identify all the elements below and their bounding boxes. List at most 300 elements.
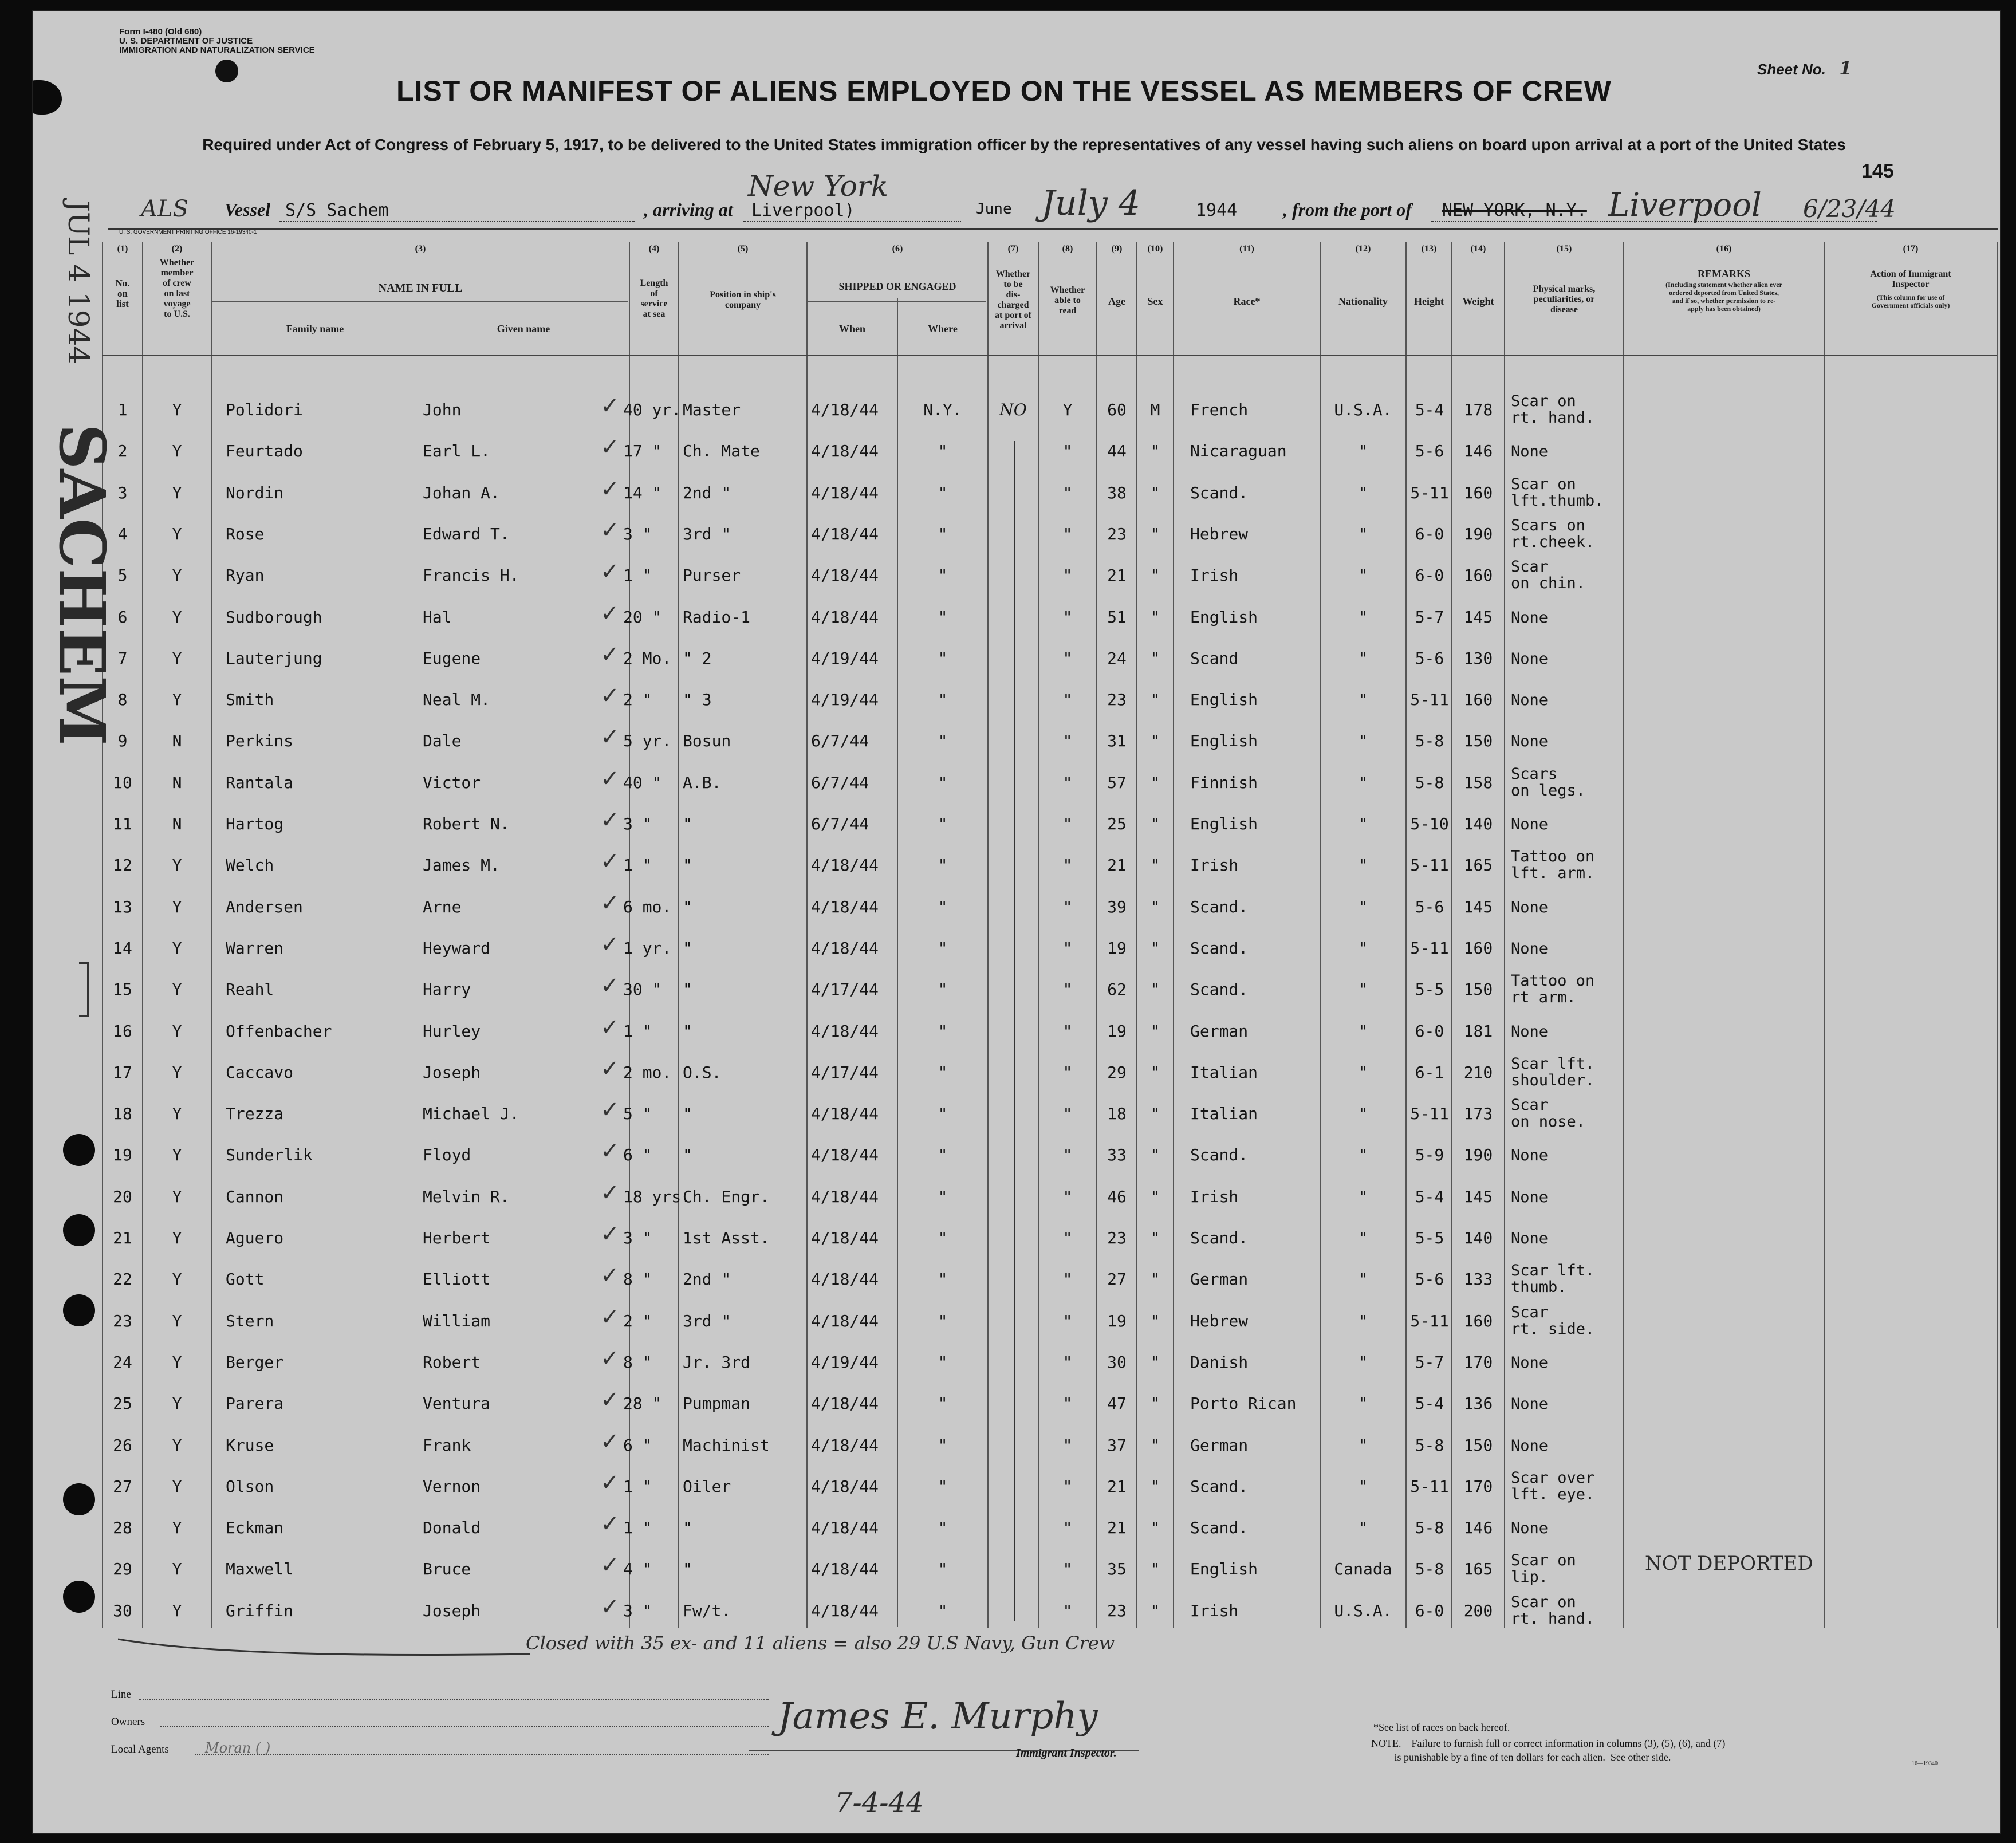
col-header-where: Where	[928, 323, 958, 334]
crew-cell-marks: Scar on nose.	[1511, 1096, 1586, 1131]
check-mark-icon: ✓	[600, 1345, 620, 1372]
crew-cell-when: 6/7/44	[811, 731, 869, 751]
crew-cell-when: 4/18/44	[811, 1228, 879, 1247]
crew-cell-position: 1st Asst.	[683, 1228, 770, 1247]
crew-cell-no: 9	[117, 731, 128, 751]
crew-cell-marks: None	[1511, 1519, 1549, 1538]
col-header-whether-member: Whether member of crew on last voyage to U.S.	[159, 258, 195, 319]
crew-cell-member: Y	[172, 690, 182, 710]
vessel-prefix: ALS	[141, 196, 188, 222]
crew-cell-sex: "	[1150, 1435, 1160, 1455]
crew-cell-no: 29	[113, 1560, 132, 1579]
crew-cell-weight: 158	[1463, 773, 1493, 792]
crew-cell-service: 1 "	[623, 566, 652, 585]
crew-cell-given: Bruce	[423, 1560, 471, 1579]
crew-cell-age: 31	[1107, 731, 1127, 751]
remark-not-deported: NOT DEPORTED	[1645, 1552, 1813, 1575]
crew-cell-no: 26	[113, 1435, 132, 1455]
check-mark-icon: ✓	[600, 517, 620, 544]
crew-row	[33, 1139, 2000, 1180]
crew-cell-family: Andersen	[226, 897, 303, 916]
crew-cell-read: "	[1062, 1601, 1073, 1620]
crew-cell-family: Offenbacher	[226, 1021, 332, 1041]
crew-cell-age: 33	[1107, 1145, 1127, 1165]
crew-cell-discharged: NO	[999, 400, 1027, 419]
crew-cell-service: 20 "	[623, 607, 662, 627]
crew-cell-family: Gott	[226, 1270, 265, 1289]
crew-cell-where: "	[938, 1104, 948, 1124]
crew-cell-member: Y	[172, 980, 182, 999]
check-mark-icon: ✓	[600, 765, 620, 792]
crew-cell-member: Y	[172, 1435, 182, 1455]
crew-cell-race: Scand.	[1190, 938, 1249, 958]
crew-cell-marks: None	[1511, 1436, 1549, 1455]
crew-cell-race: Porto Rican	[1190, 1394, 1297, 1413]
crew-cell-height: 5-6	[1415, 442, 1444, 461]
crew-cell-when: 4/18/44	[811, 1145, 879, 1165]
crew-cell-marks: Scar lft. shoulder.	[1511, 1054, 1595, 1089]
crew-cell-weight: 145	[1463, 897, 1493, 916]
crew-cell-weight: 190	[1463, 524, 1493, 544]
crew-cell-sex: "	[1150, 690, 1160, 710]
crew-cell-nationality: "	[1358, 442, 1368, 461]
crew-cell-no: 5	[117, 566, 128, 585]
crew-cell-nationality: "	[1358, 1270, 1368, 1289]
crew-cell-read: "	[1062, 814, 1073, 833]
col-header-length: Length of service at sea	[640, 278, 668, 319]
crew-cell-age: 19	[1107, 938, 1127, 958]
date-handwritten: July 4	[1041, 183, 1141, 223]
crew-row	[33, 1263, 2000, 1305]
crew-cell-no: 16	[113, 1021, 132, 1041]
crew-cell-when: 4/18/44	[811, 483, 879, 502]
crew-cell-age: 29	[1107, 1062, 1127, 1082]
crew-cell-read: Y	[1062, 400, 1073, 419]
crew-cell-height: 5-11	[1410, 690, 1449, 710]
crew-cell-where: "	[938, 731, 948, 751]
crew-cell-where: "	[938, 856, 948, 875]
crew-cell-given: Hal	[423, 607, 452, 627]
crew-cell-read: "	[1062, 1394, 1073, 1413]
crew-cell-race: French	[1190, 400, 1249, 419]
shipped-subrule	[808, 301, 986, 302]
crew-cell-given: Robert	[423, 1352, 481, 1372]
crew-cell-marks: Scar rt. side.	[1511, 1303, 1595, 1338]
crew-cell-where: "	[938, 897, 948, 916]
crew-cell-weight: 181	[1463, 1021, 1493, 1041]
crew-cell-position: Jr. 3rd	[683, 1352, 751, 1372]
crew-cell-nationality: "	[1358, 1311, 1368, 1330]
crew-cell-no: 14	[113, 938, 132, 958]
crew-cell-weight: 140	[1463, 814, 1493, 833]
col-header-sex: Sex	[1147, 296, 1163, 307]
crew-cell-service: 1 "	[623, 1476, 652, 1496]
check-mark-icon: ✓	[600, 641, 620, 668]
crew-cell-race: English	[1190, 690, 1258, 710]
crew-cell-member: Y	[172, 400, 182, 419]
crew-cell-given: Francis H.	[423, 566, 519, 585]
check-mark-icon: ✓	[600, 1304, 620, 1330]
crew-cell-nationality: "	[1358, 1476, 1368, 1496]
crew-cell-where: "	[938, 938, 948, 958]
crew-cell-race: English	[1190, 814, 1258, 833]
crew-cell-service: 8 "	[623, 1352, 652, 1372]
printing-office-line: U. S. GOVERNMENT PRINTING OFFICE 16-19340-1	[119, 229, 257, 235]
crew-cell-height: 6-0	[1415, 566, 1444, 585]
crew-cell-no: 3	[117, 483, 128, 502]
crew-cell-read: "	[1062, 1311, 1073, 1330]
crew-cell-position: Fw/t.	[683, 1601, 731, 1620]
crew-cell-no: 13	[113, 897, 132, 916]
inspector-label: Immigrant Inspector.	[1016, 1747, 1117, 1759]
arriving-handwritten: New York	[748, 170, 888, 203]
crew-cell-given: Dale	[423, 731, 462, 751]
crew-cell-read: "	[1062, 1518, 1073, 1538]
crew-row	[33, 891, 2000, 932]
crew-row	[33, 1512, 2000, 1553]
check-mark-icon: ✓	[600, 600, 620, 627]
crew-cell-position: "	[683, 897, 692, 916]
crew-cell-given: Herbert	[423, 1228, 491, 1247]
crew-cell-nationality: "	[1358, 1518, 1368, 1538]
manifest-sheet	[32, 10, 2001, 1834]
crew-cell-member: Y	[172, 938, 182, 958]
crew-row	[33, 1222, 2000, 1263]
colnum: (1)	[117, 244, 128, 254]
crew-cell-when: 4/18/44	[811, 442, 879, 461]
crew-cell-no: 7	[117, 648, 128, 668]
crew-cell-family: Welch	[226, 856, 274, 875]
crew-cell-when: 4/18/44	[811, 897, 879, 916]
crew-cell-race: Finnish	[1190, 773, 1258, 792]
crew-cell-marks: None	[1511, 1147, 1549, 1165]
crew-cell-when: 4/18/44	[811, 1518, 879, 1538]
crew-cell-given: Michael J.	[423, 1104, 519, 1124]
crew-cell-weight: 133	[1463, 1270, 1493, 1289]
crew-cell-family: Berger	[226, 1352, 284, 1372]
crew-cell-no: 15	[113, 980, 132, 999]
crew-cell-position: "	[683, 980, 692, 999]
crew-cell-weight: 150	[1463, 731, 1493, 751]
crew-cell-nationality: "	[1358, 1062, 1368, 1082]
crew-cell-position: Master	[683, 400, 741, 419]
crew-cell-no: 28	[113, 1518, 132, 1538]
crew-cell-marks: Scar over lft. eye.	[1511, 1468, 1595, 1503]
crew-cell-marks: None	[1511, 443, 1549, 461]
crew-cell-sex: "	[1150, 731, 1160, 751]
crew-row	[33, 1429, 2000, 1471]
crew-cell-sex: "	[1150, 980, 1160, 999]
crew-cell-family: Caccavo	[226, 1062, 294, 1082]
crew-cell-height: 5-7	[1415, 1352, 1444, 1372]
crew-cell-given: Elliott	[423, 1270, 491, 1289]
crew-cell-marks: Scars on legs.	[1511, 765, 1586, 800]
crew-cell-no: 18	[113, 1104, 132, 1124]
crew-cell-where: "	[938, 690, 948, 710]
crew-cell-marks: None	[1511, 608, 1549, 627]
check-mark-icon: ✓	[600, 1593, 620, 1620]
colnum: (7)	[1007, 244, 1019, 254]
line-label: Line	[111, 1688, 131, 1700]
crew-row	[33, 767, 2000, 808]
check-mark-icon: ✓	[600, 1179, 620, 1206]
crew-cell-nationality: "	[1358, 1352, 1368, 1372]
crew-cell-member: Y	[172, 648, 182, 668]
crew-cell-no: 8	[117, 690, 128, 710]
crew-cell-race: English	[1190, 607, 1258, 627]
crew-cell-member: Y	[172, 1187, 182, 1206]
crew-cell-member: Y	[172, 1104, 182, 1124]
crew-cell-age: 24	[1107, 648, 1127, 668]
crew-cell-family: Lauterjung	[226, 648, 322, 668]
crew-cell-position: 3rd "	[683, 1311, 731, 1330]
crew-cell-nationality: "	[1358, 897, 1368, 916]
crew-cell-height: 5-6	[1415, 1270, 1444, 1289]
crew-cell-sex: "	[1150, 1021, 1160, 1041]
crew-cell-service: 30 "	[623, 980, 662, 999]
crew-row	[33, 477, 2000, 518]
check-mark-icon: ✓	[600, 393, 620, 419]
crew-cell-member: Y	[172, 1394, 182, 1413]
crew-row	[33, 1468, 2000, 1512]
from-port-underline	[1431, 221, 1877, 222]
check-mark-icon: ✓	[600, 558, 620, 585]
crew-cell-weight: 210	[1463, 1062, 1493, 1082]
crew-cell-sex: "	[1150, 442, 1160, 461]
check-mark-icon: ✓	[600, 1138, 620, 1165]
crew-cell-member: Y	[172, 524, 182, 544]
crew-cell-read: "	[1062, 1145, 1073, 1165]
ditto-line	[1014, 441, 1015, 1621]
crew-cell-service: 2 "	[623, 690, 652, 710]
crew-cell-nationality: Canada	[1334, 1560, 1392, 1579]
crew-cell-given: Vernon	[423, 1476, 481, 1496]
crew-cell-member: N	[172, 731, 182, 751]
crew-cell-height: 5-8	[1415, 1560, 1444, 1579]
crew-cell-given: Joseph	[423, 1062, 481, 1082]
crew-cell-member: Y	[172, 856, 182, 875]
crew-cell-family: Kruse	[226, 1435, 274, 1455]
crew-cell-marks: None	[1511, 1395, 1549, 1413]
form-service: IMMIGRATION AND NATURALIZATION SERVICE	[119, 45, 315, 55]
margin-date: JUL 4 1944	[62, 200, 95, 365]
crew-cell-sex: "	[1150, 1394, 1160, 1413]
local-agents-underline	[195, 1754, 769, 1755]
col-header-action-note: (This column for use of Government officials only)	[1871, 293, 1950, 309]
crew-cell-read: "	[1062, 442, 1073, 461]
crew-cell-where: "	[938, 1145, 948, 1165]
crew-cell-nationality: U.S.A.	[1334, 1601, 1392, 1620]
crew-cell-when: 4/18/44	[811, 1187, 879, 1206]
crew-cell-service: 3 "	[623, 1228, 652, 1247]
crew-cell-age: 18	[1107, 1104, 1127, 1124]
crew-cell-position: O.S.	[683, 1062, 722, 1082]
crew-row	[33, 974, 2000, 1015]
crew-cell-height: 6-1	[1415, 1062, 1444, 1082]
col-header-shipped: SHIPPED OR ENGAGED	[838, 281, 956, 292]
crew-cell-member: Y	[172, 607, 182, 627]
crew-cell-position: "	[683, 814, 692, 833]
crew-cell-read: "	[1062, 1104, 1073, 1124]
crew-cell-weight: 170	[1463, 1476, 1493, 1496]
crew-cell-given: Edward T.	[423, 524, 510, 544]
crew-cell-sex: "	[1150, 566, 1160, 585]
crew-cell-height: 5-4	[1415, 1187, 1444, 1206]
crew-cell-age: 27	[1107, 1270, 1127, 1289]
col-header-race: Race*	[1233, 296, 1261, 307]
crew-cell-read: "	[1062, 690, 1073, 710]
colnum: (2)	[171, 244, 183, 254]
crew-cell-where: "	[938, 1601, 948, 1620]
crew-cell-service: 3 "	[623, 1601, 652, 1620]
margin-vessel-name: SACHEM	[45, 424, 119, 746]
crew-cell-service: 40 "	[623, 773, 662, 792]
crew-cell-when: 4/19/44	[811, 690, 879, 710]
crew-cell-nationality: "	[1358, 1145, 1368, 1165]
crew-cell-service: 1 "	[623, 1021, 652, 1041]
crew-cell-weight: 160	[1463, 690, 1493, 710]
crew-cell-when: 4/18/44	[811, 1021, 879, 1041]
crew-cell-weight: 145	[1463, 1187, 1493, 1206]
colnum: (15)	[1556, 244, 1572, 254]
column-header-rule	[102, 355, 1997, 356]
crew-cell-height: 5-11	[1410, 1476, 1449, 1496]
crew-cell-family: Trezza	[226, 1104, 284, 1124]
crew-cell-sex: "	[1150, 1145, 1160, 1165]
crew-cell-age: 51	[1107, 607, 1127, 627]
crew-cell-weight: 140	[1463, 1228, 1493, 1247]
crew-cell-member: Y	[172, 1021, 182, 1041]
header-rule	[108, 228, 1998, 230]
crew-cell-marks: None	[1511, 733, 1549, 751]
check-mark-icon: ✓	[600, 1262, 620, 1289]
crew-cell-given: Eugene	[423, 648, 481, 668]
crew-cell-race: German	[1190, 1021, 1249, 1041]
colnum: (11)	[1239, 244, 1254, 254]
crew-cell-no: 2	[117, 442, 128, 461]
crew-cell-given: Earl L.	[423, 442, 491, 461]
crew-cell-race: Scand.	[1190, 897, 1249, 916]
crew-cell-service: 2 mo.	[623, 1062, 672, 1082]
crew-cell-height: 5-11	[1410, 856, 1449, 875]
col-header-when: When	[838, 323, 865, 334]
crew-cell-where: "	[938, 566, 948, 585]
crew-cell-read: "	[1062, 731, 1073, 751]
crew-cell-when: 4/18/44	[811, 400, 879, 419]
vessel-underline	[279, 221, 635, 222]
crew-cell-sex: "	[1150, 483, 1160, 502]
crew-cell-given: Ventura	[423, 1394, 491, 1413]
crew-cell-sex: "	[1150, 1062, 1160, 1082]
crew-cell-where: "	[938, 814, 948, 833]
inspector-signature: James E. Murphy	[778, 1695, 1098, 1738]
crew-cell-race: Irish	[1190, 566, 1239, 585]
crew-cell-height: 6-0	[1415, 1601, 1444, 1620]
crew-row	[33, 932, 2000, 974]
form-id: Form I-480 (Old 680)	[119, 27, 202, 37]
crew-cell-race: English	[1190, 731, 1258, 751]
crew-cell-height: 5-7	[1415, 607, 1444, 627]
crew-cell-member: Y	[172, 1352, 182, 1372]
crew-cell-weight: 150	[1463, 1435, 1493, 1455]
crew-cell-weight: 146	[1463, 1518, 1493, 1538]
crew-cell-when: 4/18/44	[811, 1476, 879, 1496]
crew-cell-weight: 165	[1463, 1560, 1493, 1579]
crew-cell-nationality: "	[1358, 524, 1368, 544]
crew-cell-service: 40 yr.	[623, 400, 682, 419]
crew-cell-where: "	[938, 1228, 948, 1247]
crew-cell-when: 4/18/44	[811, 1435, 879, 1455]
crew-cell-marks: None	[1511, 898, 1549, 916]
crew-row	[33, 518, 2000, 560]
ink-blot	[32, 80, 62, 115]
crew-cell-position: Ch. Engr.	[683, 1187, 770, 1206]
crew-cell-race: German	[1190, 1270, 1249, 1289]
crew-cell-member: Y	[172, 1228, 182, 1247]
crew-cell-where: "	[938, 980, 948, 999]
crew-cell-age: 21	[1107, 1518, 1127, 1538]
crew-cell-weight: 173	[1463, 1104, 1493, 1124]
crew-cell-race: English	[1190, 1560, 1258, 1579]
crew-cell-service: 5 yr.	[623, 731, 672, 751]
crew-cell-where: "	[938, 1352, 948, 1372]
col-header-no: No. on list	[115, 278, 130, 309]
crew-cell-position: "	[683, 856, 692, 875]
crew-cell-age: 47	[1107, 1394, 1127, 1413]
crew-cell-height: 5-4	[1415, 1394, 1444, 1413]
crew-cell-position: Pumpman	[683, 1394, 751, 1413]
crew-cell-age: 44	[1107, 442, 1127, 461]
crew-cell-no: 19	[113, 1145, 132, 1165]
crew-cell-height: 5-11	[1410, 483, 1449, 502]
crew-cell-family: Feurtado	[226, 442, 303, 461]
crew-cell-weight: 178	[1463, 400, 1493, 419]
crew-cell-no: 21	[113, 1228, 132, 1247]
check-mark-icon: ✓	[600, 434, 620, 461]
crew-cell-given: Donald	[423, 1518, 481, 1538]
crew-cell-sex: "	[1150, 1104, 1160, 1124]
col-header-nationality: Nationality	[1338, 296, 1388, 307]
crew-cell-where: "	[938, 524, 948, 544]
check-mark-icon: ✓	[600, 972, 620, 999]
crew-cell-service: 2 "	[623, 1311, 652, 1330]
crew-cell-read: "	[1062, 1228, 1073, 1247]
crew-cell-race: Hebrew	[1190, 524, 1249, 544]
crew-cell-when: 4/19/44	[811, 648, 879, 668]
crew-cell-where: "	[938, 1435, 948, 1455]
crew-cell-family: Maxwell	[226, 1560, 294, 1579]
col-header-height: Height	[1414, 296, 1444, 307]
crew-cell-family: Smith	[226, 690, 274, 710]
col-header-able-read: Whether able to read	[1050, 285, 1085, 316]
failure-note: NOTE.—Failure to furnish full or correct information in columns (3), (5), (6), and (7) is punishable by a fine of ten dollars for each alien. See other side.	[1371, 1738, 1726, 1763]
crew-cell-race: Scand.	[1190, 483, 1249, 502]
crew-cell-family: Polidori	[226, 400, 303, 419]
owners-underline	[160, 1726, 769, 1727]
crew-cell-family: Nordin	[226, 483, 284, 502]
crew-cell-read: "	[1062, 648, 1073, 668]
crew-cell-family: Sudborough	[226, 607, 322, 627]
form-header	[119, 27, 315, 55]
crew-cell-sex: "	[1150, 814, 1160, 833]
crew-cell-position: " 3	[683, 690, 712, 710]
crew-cell-position: "	[683, 938, 692, 958]
crew-cell-marks: None	[1511, 816, 1549, 833]
crew-cell-nationality: "	[1358, 1394, 1368, 1413]
vessel-label: Vessel	[225, 199, 270, 220]
crew-cell-sex: "	[1150, 1518, 1160, 1538]
colnum: (9)	[1111, 244, 1123, 254]
